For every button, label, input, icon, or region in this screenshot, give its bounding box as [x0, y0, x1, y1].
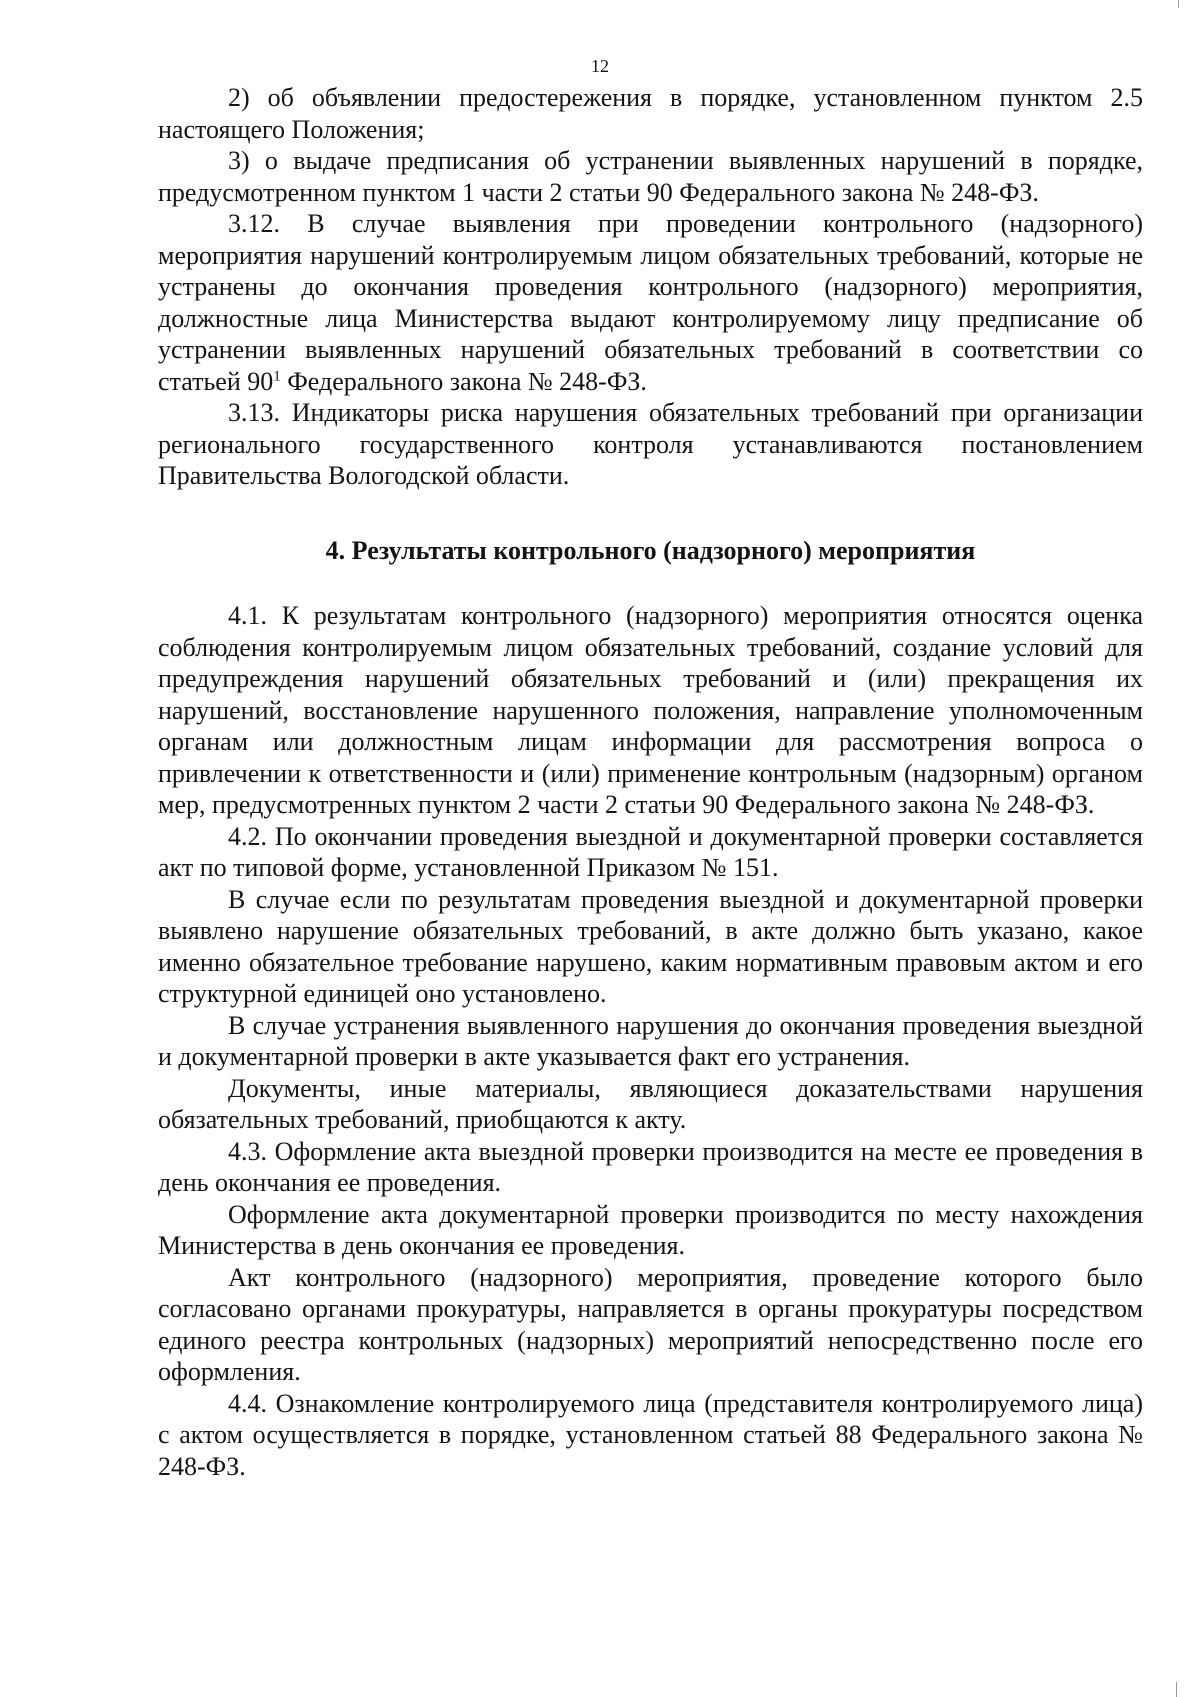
top-paragraphs: [158, 82, 1143, 492]
paragraph-3-13: 3.13. Индикаторы риска нарушения обязательных требований при организации регионального государственного контроля устанавливаются постановлением Правительства Вологодской области.: [158, 398, 1143, 490]
paragraph-4-2-violations: В случае если по результатам проведения выездной и документарной проверки выявлено нарушение обязательных требований, в акте должно быть указано, какое именно обязательное требование нарушено, каким нормативным правовым актом и его структурной единицей оно установлено.: [158, 884, 1143, 1008]
paragraph-4-4: 4.4. Ознакомление контролируемого лица (представителя контролируемого лица) с актом осуществляется в порядке, установленном статьей 88 Федерального закона № 248-ФЗ.: [158, 1388, 1143, 1481]
scan-edge-mark-top: [1178, 0, 1179, 8]
scan-edge-mark-bottom: [1176, 1682, 1177, 1697]
paragraph-4-3-prosecutor: Акт контрольного (надзорного) мероприятия, проведение которого было согласовано органами прокуратуры, направляется в органы прокуратуры посредством единого реестра контрольных (надзорных) мероприятий непосредственно после его оформления.: [158, 1262, 1143, 1386]
paragraph-4-1: 4.1. К результатам контрольного (надзорного) мероприятия относятся оценка соблюдения контролируемым лицом обязательных требований, создание условий для предупреждения нарушений обязательных требований и (или) прекращения их нарушений, восстановление нарушенного положения, направление уполномоченным органам или должностным лицам информации для рассмотрения вопроса о привлечении к ответственности и (или) применение контрольным (надзорным) органом мер, предусмотренных пунктом 2 части 2 статьи 90 Федерального закона № 248-ФЗ.: [158, 601, 1143, 819]
paragraph-4-3-documentary: Оформление акта документарной проверки производится по месту нахождения Министерства в день окончания ее проведения.: [158, 1199, 1143, 1260]
paragraph-item-3: 3) о выдаче предписания об устранении выявленных нарушений в порядке, предусмотренном пунктом 1 части 2 статьи 90 Федерального закона № 248-ФЗ.: [158, 146, 1143, 207]
paragraph-3-12: [158, 208, 1143, 397]
paragraph-4-2-documents: Документы, иные материалы, являющиеся доказательствами нарушения обязательных требований, приобщаются к акту.: [158, 1073, 1143, 1134]
paragraph-4-2: 4.2. По окончании проведения выездной и документарной проверки составляется акт по типовой форме, установленной Приказом № 151.: [158, 821, 1143, 882]
section-4-title: 4. Результаты контрольного (надзорного) мероприятия: [325, 536, 976, 565]
superscript-index: 1: [273, 367, 281, 384]
paragraph-item-2: 2) об объявлении предостережения в порядке, установленном пунктом 2.5 настоящего Положения;: [158, 83, 1143, 144]
page-number: 12: [591, 56, 609, 76]
paragraph-4-2-elimination: В случае устранения выявленного нарушения до окончания проведения выездной и документарной проверки в акте указывается факт его устранения.: [158, 1010, 1143, 1071]
paragraph-3-12-tail: Федерального закона № 248-ФЗ.: [280, 366, 647, 396]
paragraph-3-12-text: 3.12. В случае выявления при проведении контрольного (надзорного) мероприятия нарушений контролируемым лицом обязательных требований, которые не устранены до окончания проведения контрольного (надзорного) мероприятия, должностные лица Министерства выдают контролируемому лицу предписание об устранении выявленных нарушений обязательных требований в соответствии со статьей 90: [158, 209, 1143, 396]
section-4-body: [158, 600, 1143, 1482]
paragraph-4-3: 4.3. Оформление акта выездной проверки производится на месте ее проведения в день окончания ее проведения.: [158, 1136, 1143, 1197]
